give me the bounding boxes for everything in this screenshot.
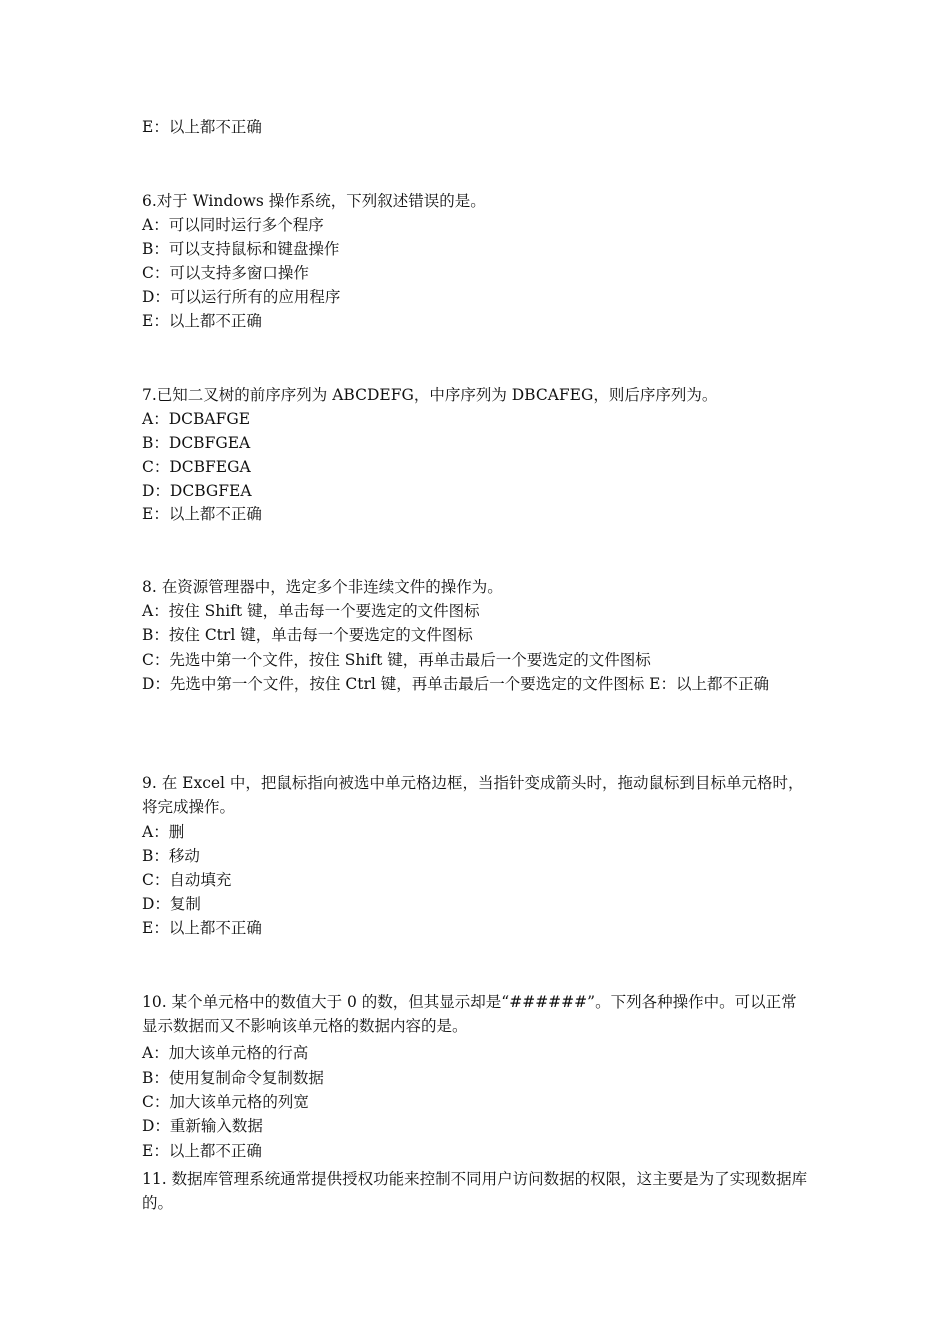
q10-option-a: A：加大该单元格的行高: [142, 1044, 309, 1062]
q10-option-c: C：加大该单元格的列宽: [142, 1093, 309, 1111]
q9-option-a: A：删: [142, 823, 185, 841]
q10-option-e: E：以上都不正确: [142, 1142, 262, 1160]
q6-option-e: E：以上都不正确: [142, 312, 262, 330]
q10-option-d: D：重新输入数据: [142, 1117, 263, 1135]
q9-question: 9. 在 Excel 中，把鼠标指向被选中单元格边框，当指针变成箭头时，拖动鼠标到目标单元格时，将完成操作。: [142, 774, 804, 816]
q8-option-a: A：按住 Shift 键，单击每一个要选定的文件图标: [142, 602, 480, 620]
q7-option-e: E：以上都不正确: [142, 505, 262, 523]
q6-question: 6.对于 Windows 操作系统，下列叙述错误的是。: [142, 192, 486, 210]
q7-option-b: B：DCBFGEA: [142, 434, 251, 452]
q7-option-a: A：DCBAFGE: [142, 410, 251, 428]
q6-option-b: B：可以支持鼠标和键盘操作: [142, 240, 340, 258]
q7-question: 7.已知二叉树的前序序列为 ABCDEFG，中序序列为 DBCAFEG，则后序序列为。: [142, 386, 718, 404]
q10-option-b: B：使用复制命令复制数据: [142, 1069, 324, 1087]
q6-option-a: A：可以同时运行多个程序: [142, 216, 324, 234]
q9-option-d: D：复制: [142, 895, 201, 913]
q8-option-c: C：先选中第一个文件，按住 Shift 键，再单击最后一个要选定的文件图标: [142, 651, 651, 669]
q8-question: 8. 在资源管理器中，选定多个非连续文件的操作为。: [142, 578, 503, 596]
q6-option-c: C：可以支持多窗口操作: [142, 264, 309, 282]
q7-option-c: C：DCBFEGA: [142, 458, 251, 476]
q9-option-b: B：移动: [142, 847, 200, 865]
q8-option-b: B：按住 Ctrl 键，单击每一个要选定的文件图标: [142, 626, 473, 644]
q11-question: 11. 数据库管理系统通常提供授权功能来控制不同用户访问数据的权限，这主要是为了实现数据库的。: [142, 1170, 808, 1212]
q6-option-d: D：可以运行所有的应用程序: [142, 288, 341, 306]
q9-option-e: E：以上都不正确: [142, 919, 262, 937]
q7-option-d: D：DCBGFEA: [142, 482, 252, 500]
q8-option-d-e: D：先选中第一个文件，按住 Ctrl 键，再单击最后一个要选定的文件图标 E：以上都不正确: [142, 675, 769, 693]
q10-question: 10. 某个单元格中的数值大于 0 的数，但其显示却是“######”。下列各种操作中。可以正常显示数据而又不影响该单元格的数据内容的是。: [142, 993, 797, 1035]
q5-option-e: E：以上都不正确: [142, 118, 262, 136]
q9-option-c: C：自动填充: [142, 871, 232, 889]
